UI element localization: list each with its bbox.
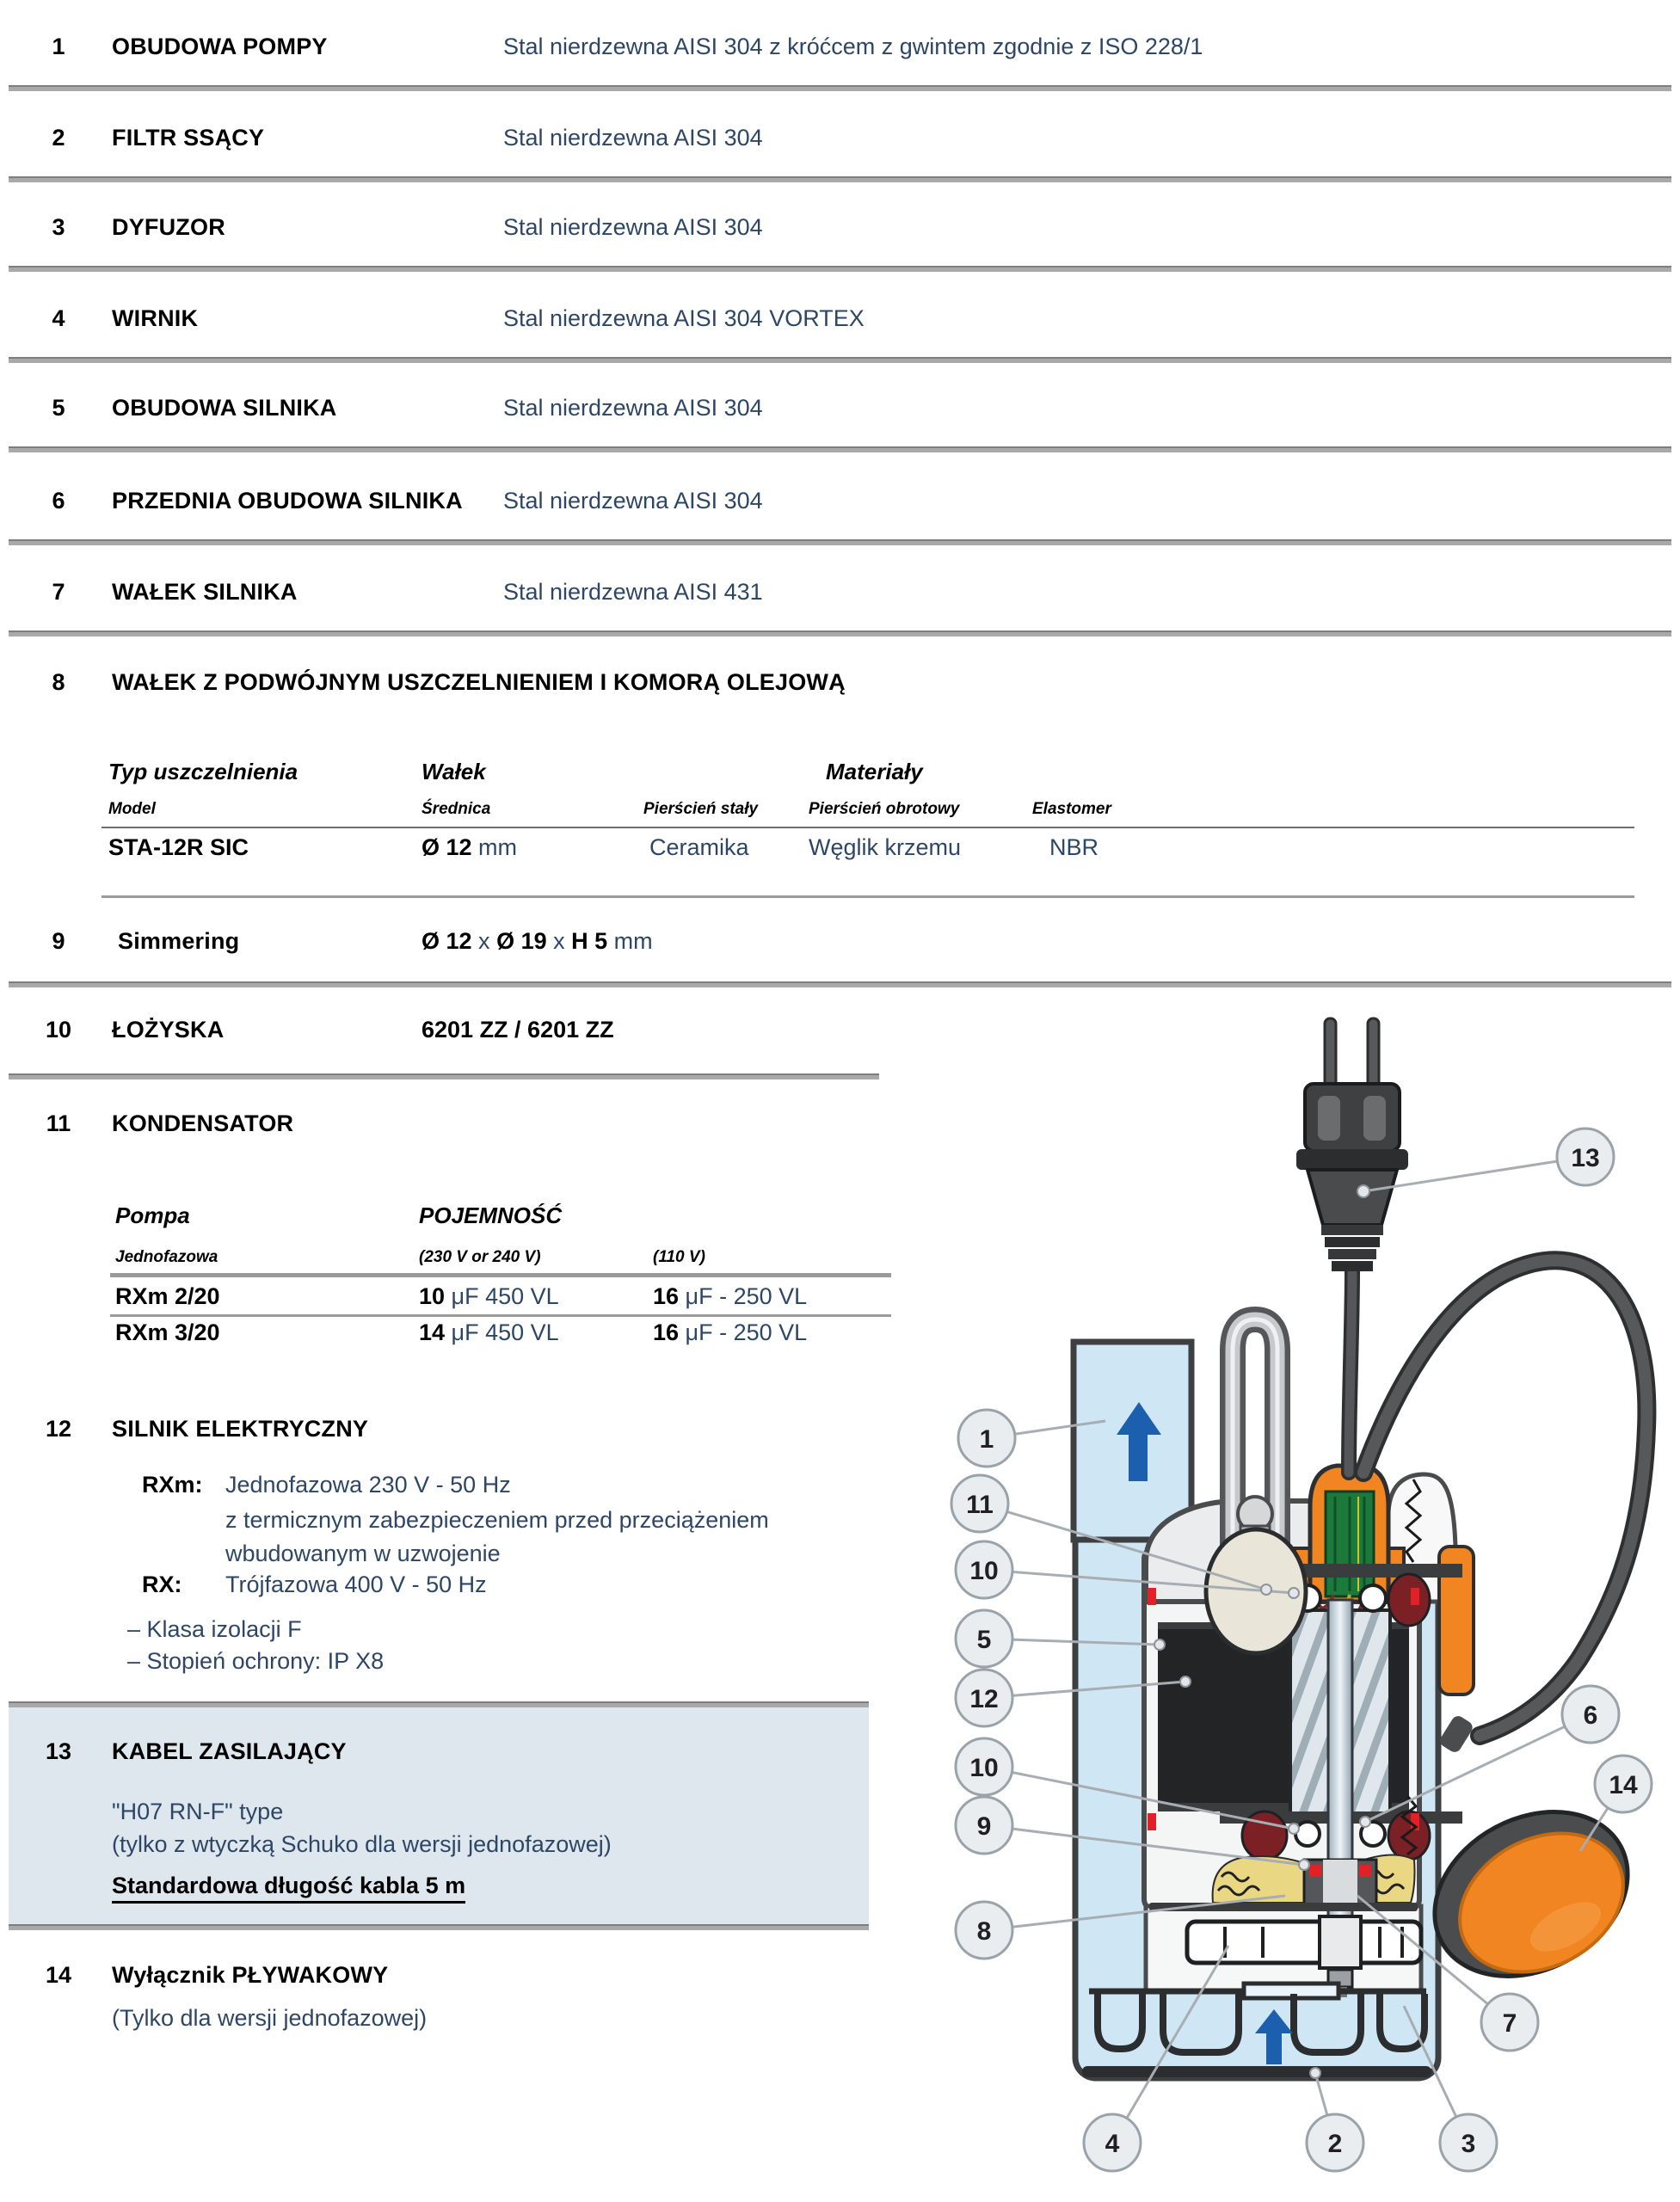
row-label: WAŁEK SILNIKA — [112, 579, 298, 605]
callout-7 — [1481, 1994, 1538, 2051]
row-number: 9 — [52, 928, 65, 954]
row-label: Wyłącznik PŁYWAKOWY — [112, 1962, 389, 1988]
callout-6 — [1562, 1686, 1619, 1743]
row-label: DYFUZOR — [112, 214, 225, 240]
row-number: 5 — [52, 395, 65, 421]
svg-text:7: 7 — [1502, 2009, 1517, 2038]
seal-rotating-ring: Węglik krzemu — [809, 834, 962, 860]
cap-value-110: 16 μF - 250 VL — [653, 1283, 808, 1309]
cable-type: "H07 RN-F" type — [112, 1799, 284, 1824]
svg-text:13: 13 — [1571, 1144, 1600, 1172]
plug-pin — [1325, 1018, 1336, 1091]
svg-text:2: 2 — [1327, 2130, 1343, 2158]
cap-subheader: Jednofazowa — [115, 1248, 218, 1266]
motor-rxm-text: Jednofazowa 230 V - 50 Hz — [225, 1472, 511, 1498]
svg-text:3: 3 — [1461, 2130, 1476, 2158]
seal-col-header: Materiały — [826, 759, 923, 784]
seal-col-header: Wałek — [422, 759, 486, 784]
seal-subheader: Pierścień obrotowy — [809, 800, 960, 818]
row-divider — [9, 1701, 869, 1707]
row-label: OBUDOWA SILNIKA — [112, 395, 337, 421]
row-description: Stal nierdzewna AISI 304 — [503, 125, 763, 151]
row-label: PRZEDNIA OBUDOWA SILNIKA — [112, 488, 463, 514]
seal-col-header: Typ uszczelnienia — [108, 759, 298, 784]
simmering-dimensions: Ø 12 x Ø 19 x H 5 mm — [422, 928, 653, 954]
cap-pump-model: RXm 3/20 — [115, 1319, 220, 1345]
svg-text:5: 5 — [976, 1626, 992, 1654]
callout-9 — [956, 1797, 1012, 1854]
row-divider — [9, 85, 1671, 91]
svg-text:6: 6 — [1583, 1701, 1598, 1730]
row-description: Stal nierdzewna AISI 304 — [503, 395, 763, 421]
cap-table-rule — [110, 1314, 891, 1317]
cap-value-230: 14 μF 450 VL — [419, 1319, 559, 1345]
row-number: 7 — [52, 579, 65, 605]
row-description: Stal nierdzewna AISI 304 — [503, 488, 763, 514]
callout-12 — [956, 1670, 1012, 1726]
svg-text:12: 12 — [969, 1685, 999, 1713]
callout-13 — [1557, 1129, 1614, 1185]
svg-text:14: 14 — [1609, 1771, 1638, 1799]
callout-14 — [1595, 1756, 1652, 1812]
row-label: KONDENSATOR — [112, 1110, 294, 1136]
cap-pump-model: RXm 2/20 — [115, 1283, 220, 1309]
cap-col-header: Pompa — [115, 1202, 190, 1228]
lifting-handle — [1233, 1319, 1277, 1550]
callout-11 — [951, 1475, 1008, 1532]
svg-text:1: 1 — [979, 1425, 994, 1454]
seal-elastomer: NBR — [1049, 834, 1099, 860]
svg-text:8: 8 — [976, 1917, 992, 1946]
row-label: SILNIK ELEKTRYCZNY — [112, 1416, 369, 1442]
svg-text:10: 10 — [969, 1557, 999, 1585]
lower-bearing — [1295, 1822, 1320, 1846]
cap-subheader: (230 V or 240 V) — [419, 1248, 541, 1266]
row-number: 11 — [46, 1110, 71, 1136]
cap-col-header: POJEMNOŚĆ — [419, 1202, 563, 1228]
seal-subheader: Pierścień stały — [643, 800, 759, 818]
cap-subheader: (110 V) — [653, 1248, 705, 1266]
seal-stationary-ring: Ceramika — [649, 834, 749, 860]
row-divider — [9, 176, 1671, 182]
cap-table-rule — [110, 1273, 891, 1277]
callout-10 — [956, 1541, 1012, 1598]
pump-diagram — [929, 998, 1680, 2202]
callout-4 — [1084, 2114, 1141, 2171]
seal-table-rule — [102, 895, 1634, 898]
callout-3 — [1440, 2114, 1497, 2171]
motor-rxm-label: RXm: — [142, 1472, 203, 1498]
seal-diameter: Ø 12 mm — [422, 834, 518, 860]
row-number: 3 — [52, 214, 65, 240]
row-label: KABEL ZASILAJĄCY — [112, 1738, 347, 1764]
seal-table-rule — [102, 827, 1634, 828]
row-number: 2 — [52, 125, 65, 151]
row-divider — [9, 539, 1671, 545]
svg-text:10: 10 — [969, 1754, 999, 1782]
seal-subheader: Model — [108, 800, 156, 818]
float-switch-note: (Tylko dla wersji jednofazowej) — [112, 2005, 428, 2031]
cable-note: (tylko z wtyczką Schuko dla wersji jednofazowej) — [112, 1831, 612, 1857]
seal-subheader: Średnica — [422, 800, 491, 818]
seal-model: STA-12R SIC — [108, 834, 249, 860]
callout-5 — [956, 1610, 1012, 1667]
row-label: WIRNIK — [112, 305, 199, 331]
row-number: 13 — [45, 1738, 72, 1764]
callout-10b — [956, 1738, 1012, 1795]
row-divider — [9, 1924, 869, 1930]
row-label: OBUDOWA POMPY — [112, 34, 328, 59]
row-description: Stal nierdzewna AISI 431 — [503, 579, 763, 605]
motor-note: – Klasa izolacji F — [127, 1616, 302, 1642]
row-number: 10 — [45, 1017, 72, 1043]
row-number: 8 — [52, 669, 65, 695]
bearing-value: 6201 ZZ / 6201 ZZ — [422, 1017, 614, 1043]
svg-text:4: 4 — [1105, 2130, 1120, 2158]
row-number: 6 — [52, 488, 65, 514]
row-divider — [9, 266, 1671, 272]
cap-value-110: 16 μF - 250 VL — [653, 1319, 808, 1345]
cable-length-note: Standardowa długość kabla 5 m — [112, 1873, 465, 1904]
row-description: Stal nierdzewna AISI 304 — [503, 214, 763, 240]
row-description: Stal nierdzewna AISI 304 VORTEX — [503, 305, 865, 331]
row-divider — [9, 630, 1671, 637]
svg-text:9: 9 — [976, 1812, 992, 1841]
row-divider — [9, 981, 1671, 987]
bottom-plate — [1082, 2066, 1431, 2077]
callout-2 — [1307, 2114, 1363, 2171]
row-number: 1 — [52, 34, 65, 59]
row-divider — [9, 446, 1671, 452]
row-label: Simmering — [118, 928, 240, 954]
section-8-title: WAŁEK Z PODWÓJNYM USZCZELNIENIEM I KOMORĄ OLEJOWĄ — [112, 669, 846, 695]
motor-rx-text: Trójfazowa 400 V - 50 Hz — [225, 1572, 487, 1597]
callout-8 — [956, 1902, 1012, 1959]
svg-text:11: 11 — [966, 1491, 994, 1519]
row-number: 12 — [45, 1416, 72, 1442]
seal-subheader: Elastomer — [1032, 800, 1111, 818]
callout-1 — [958, 1410, 1015, 1467]
row-divider — [9, 357, 1671, 363]
schuko-plug — [1296, 1018, 1408, 1271]
motor-rxm-cont: z termicznym zabezpieczeniem przed przeciążeniem — [225, 1507, 769, 1533]
row-description: Stal nierdzewna AISI 304 z króćcem z gwintem zgodnie z ISO 228/1 — [503, 34, 1203, 59]
motor-note: – Stopień ochrony: IP X8 — [127, 1648, 385, 1674]
plug-pin — [1368, 1018, 1379, 1091]
row-number: 4 — [52, 305, 65, 331]
row-label: FILTR SSĄCY — [112, 125, 265, 151]
cap-value-230: 10 μF 450 VL — [419, 1283, 559, 1309]
row-divider — [9, 1073, 879, 1079]
motor-rx-label: RX: — [142, 1572, 182, 1597]
row-label: ŁOŻYSKA — [112, 1017, 225, 1043]
motor-rxm-cont: wbudowanym w uzwojenie — [225, 1541, 501, 1566]
row-number: 14 — [45, 1962, 72, 1988]
